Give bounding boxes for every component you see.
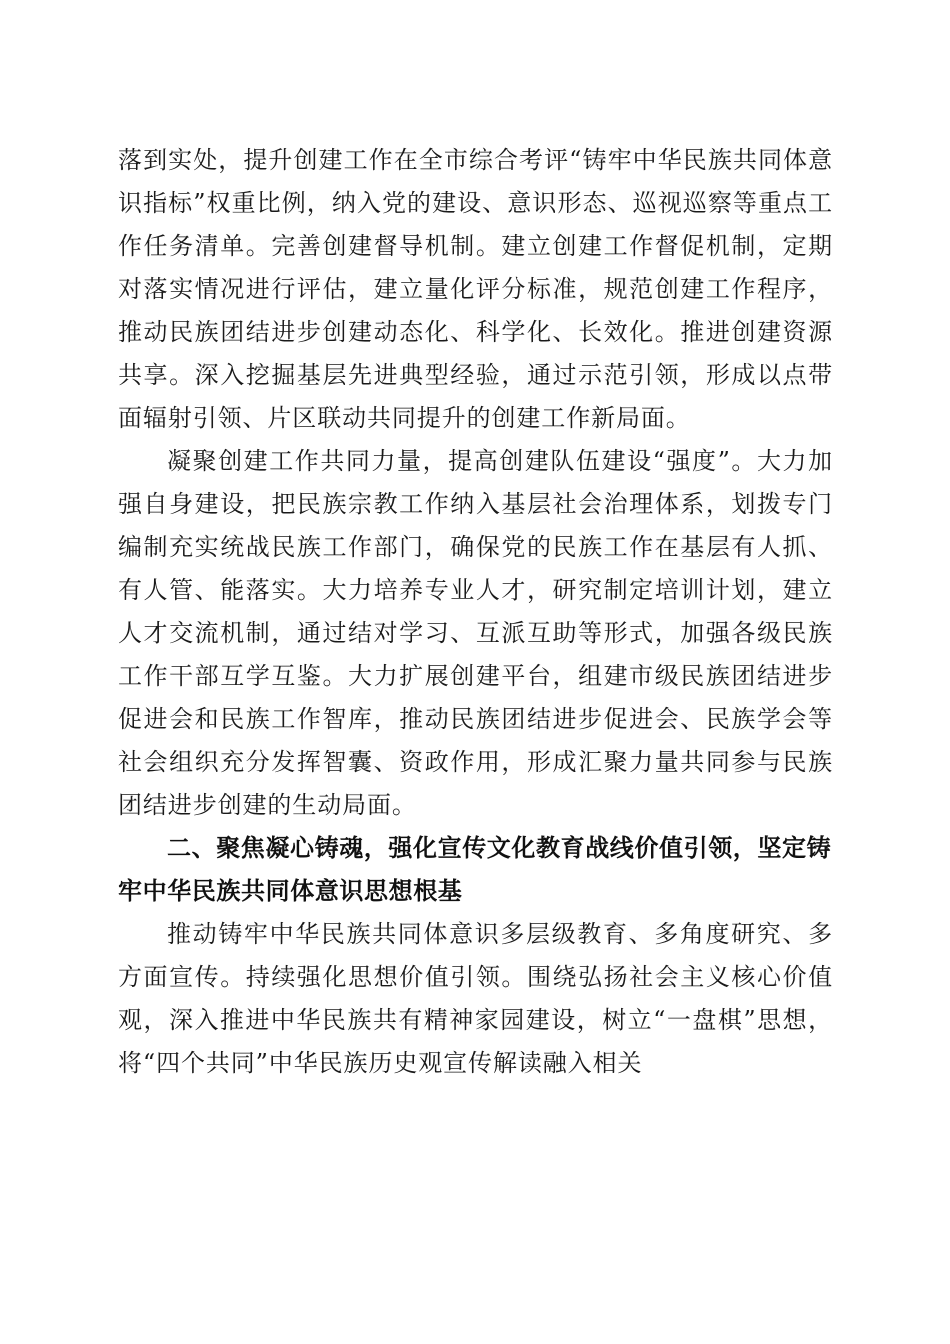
document-body [118,139,833,1085]
paragraph-education: 推动铸牢中华民族共同体意识多层级教育、多角度研究、多方面宣传。持续强化思想价值引领。围绕弘扬社会主义核心价值观，深入推进中华民族共有精神家园建设，树立“一盘棋”思想，将“四个共同”中华民族历史观宣传解读融入相关 [118,920,833,1077]
paragraph-team-building: 凝聚创建工作共同力量，提高创建队伍建设“强度”。大力加强自身建设，把民族宗教工作纳入基层社会治理体系，划拨专门编制充实统战民族工作部门，确保党的民族工作在基层有人抓、有人管、能落实。大力培养专业人才，研究制定培训计划，建立人才交流机制，通过结对学习、互派互助等形式，加强各级民族工作干部互学互鉴。大力扩展创建平台，组建市级民族团结进步促进会和民族工作智库，推动民族团结进步促进会、民族学会等社会组织充分发挥智囊、资政作用，形成汇聚力量共同参与民族团结进步创建的生动局面。 [118,447,833,819]
section-heading: 二、聚焦凝心铸魂，强化宣传文化教育战线价值引领，坚定铸牢中华民族共同体意识思想根基 [118,834,832,905]
paragraph-continuation: 落到实处，提升创建工作在全市综合考评“铸牢中华民族共同体意识指标”权重比例，纳入党的建设、意识形态、巡视巡察等重点工作任务清单。完善创建督导机制。建立创建工作督促机制，定期对落实情况进行评估，建立量化评分标准，规范创建工作程序，推动民族团结进步创建动态化、科学化、长效化。推进创建资源共享。深入挖掘基层先进典型经验，通过示范引领，形成以点带面辐射引领、片区联动共同提升的创建工作新局面。 [118,146,833,432]
